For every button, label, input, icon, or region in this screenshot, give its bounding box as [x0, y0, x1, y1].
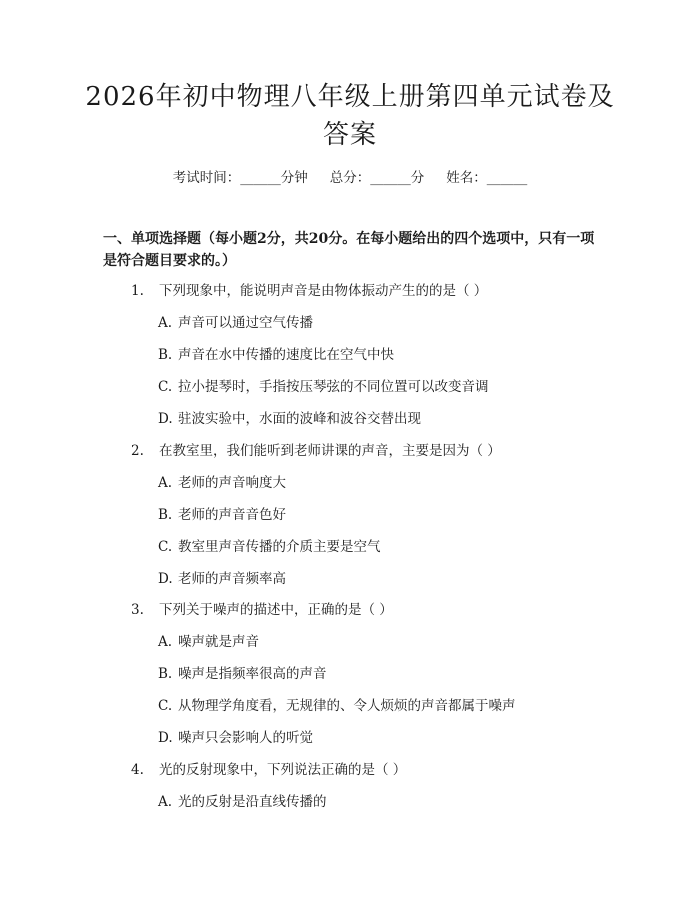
option-text: 老师的声音响度大	[178, 475, 286, 491]
option-letter: B.	[158, 507, 173, 523]
option-3a	[158, 632, 259, 652]
exam-info-line	[0, 168, 700, 188]
option-text: 教室里声音传播的介质主要是空气	[178, 539, 381, 555]
option-3b	[158, 664, 327, 684]
question-number: 3.	[131, 602, 144, 618]
option-4a	[158, 792, 327, 812]
option-text: 声音可以通过空气传播	[178, 315, 313, 331]
option-letter: C.	[158, 698, 173, 714]
option-letter: A.	[158, 475, 173, 491]
page-title	[60, 78, 640, 154]
option-1c	[158, 377, 489, 397]
total-score-field: 总分：______分	[329, 170, 425, 186]
question-number: 1.	[131, 283, 144, 299]
option-text: 拉小提琴时，手指按压琴弦的不同位置可以改变音调	[178, 379, 489, 395]
option-2b	[158, 505, 286, 525]
option-text: 声音在水中传播的速度比在空气中快	[178, 347, 394, 363]
option-text: 噪声就是声音	[178, 634, 259, 650]
question-text: 下列现象中，能说明声音是由物体振动产生的的是（ ）	[159, 283, 488, 299]
question-4	[131, 760, 406, 780]
option-letter: D.	[158, 571, 173, 587]
question-text: 下列关于噪声的描述中，正确的是（ ）	[159, 602, 393, 618]
option-text: 噪声是指频率很高的声音	[178, 666, 327, 682]
option-3d	[158, 728, 313, 748]
option-text: 噪声只会影响人的听觉	[178, 730, 313, 746]
question-1	[131, 281, 487, 301]
question-number: 4.	[131, 762, 144, 778]
question-text: 光的反射现象中，下列说法正确的是（ ）	[159, 762, 407, 778]
option-text: 老师的声音频率高	[178, 571, 286, 587]
option-2c	[158, 537, 381, 557]
option-letter: B.	[158, 666, 173, 682]
option-letter: A.	[158, 794, 173, 810]
option-2d	[158, 569, 286, 589]
question-text: 在教室里，我们能听到老师讲课的声音，主要是因为（ ）	[159, 443, 501, 459]
option-text: 从物理学角度看，无规律的、令人烦烦的声音都属于噪声	[178, 698, 516, 714]
option-3c	[158, 696, 516, 716]
option-letter: D.	[158, 730, 173, 746]
option-text: 老师的声音音色好	[178, 507, 286, 523]
question-3	[131, 600, 393, 620]
option-letter: D.	[158, 411, 173, 427]
option-1a	[158, 313, 313, 333]
section-heading-1: 一、单项选择题（每小题2分，共20分。在每小题给出的四个选项中，只有一项是符合题目要求的。）	[103, 231, 595, 269]
question-number: 2.	[131, 443, 144, 459]
title-line-1: 2026年初中物理八年级上册第四单元试卷及	[85, 82, 615, 112]
option-letter: C.	[158, 539, 173, 555]
option-letter: A.	[158, 634, 173, 650]
option-text: 驻波实验中，水面的波峰和波谷交替出现	[178, 411, 421, 427]
student-name-field: 姓名：______	[446, 170, 528, 186]
option-letter: B.	[158, 347, 173, 363]
option-2a	[158, 473, 286, 493]
exam-time-field: 考试时间：______分钟	[172, 170, 308, 186]
option-text: 光的反射是沿直线传播的	[178, 794, 327, 810]
option-1d	[158, 409, 421, 429]
option-letter: A.	[158, 315, 173, 331]
question-2	[131, 441, 501, 461]
title-line-2: 答案	[322, 120, 377, 150]
option-letter: C.	[158, 379, 173, 395]
option-1b	[158, 345, 394, 365]
